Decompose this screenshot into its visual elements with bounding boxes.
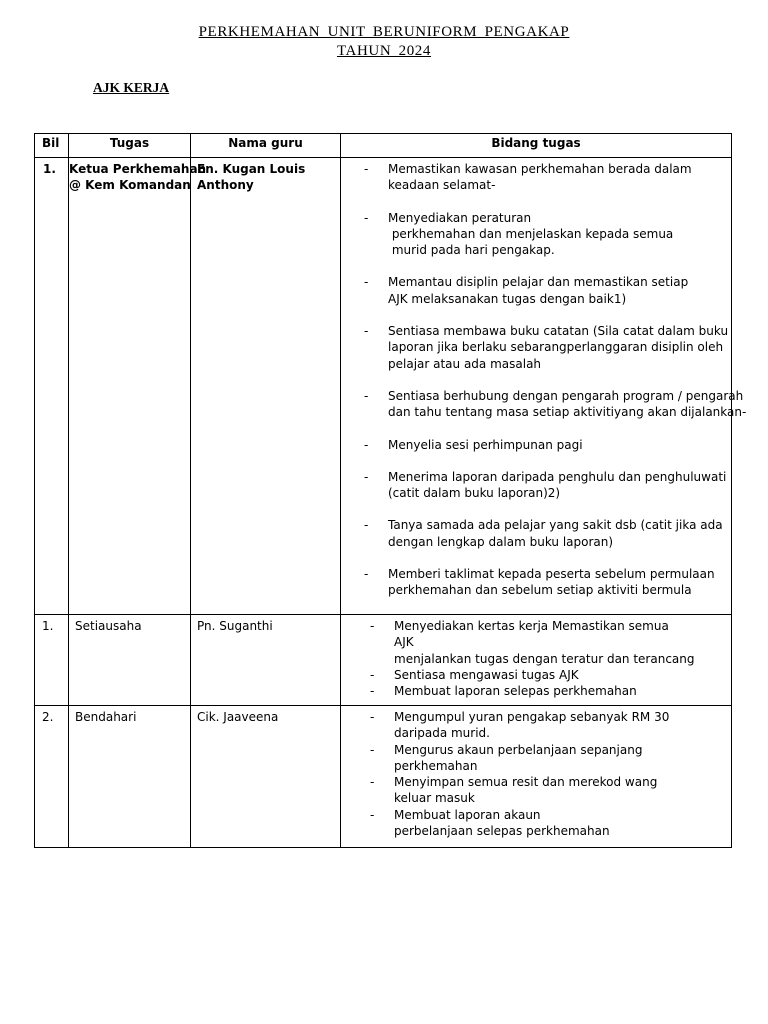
duty-text: Memberi taklimat kepada peserta sebelum permulaan (388, 567, 715, 582)
duty-text: Tanya samada ada pelajar yang sakit dsb (catit jika ada (388, 518, 723, 533)
bullet-dash: - (370, 684, 375, 699)
duty-text: Mengumpul yuran pengakap sebanyak RM 30 (394, 710, 670, 724)
duty-text: Menyediakan kertas kerja Memastikan semua (394, 619, 669, 633)
duty-text: Sentiasa berhubung dengan pengarah program / pengarah (388, 388, 744, 403)
role-line: @ Kem Komandan (69, 178, 191, 193)
duty-item (370, 667, 731, 683)
bullet-dash: - (370, 619, 375, 633)
duty-item (370, 742, 731, 775)
duty-item (364, 437, 731, 453)
bullet-dash: - (364, 518, 369, 533)
duty-text: menjalankan tugas dengan teratur dan terancang (394, 651, 695, 666)
duty-text: perkhemahan dan menjelaskan kepada semua (388, 226, 674, 241)
teacher-cell: Pn. Suganthi (191, 615, 341, 706)
duties-cell (341, 158, 747, 615)
duty-text: AJK melaksanakan tugas dengan baik1) (388, 291, 627, 306)
header-bil: Bil (35, 134, 69, 158)
duty-text: pelajar atau ada masalah (388, 356, 542, 371)
duty-text: AJK (394, 635, 414, 650)
duty-text: Memastikan kawasan perkhemahan berada dalam (388, 162, 692, 176)
duty-text: Membuat laporan selepas perkhemahan (394, 684, 637, 699)
duties-cell (341, 706, 732, 848)
bullet-dash: - (364, 210, 369, 225)
duty-text: laporan jika berlaku sebarangperlanggaran disiplin oleh (388, 340, 724, 355)
duty-text: Mengurus akaun perbelanjaan sepanjang (394, 742, 643, 757)
row-number: 1. (35, 158, 69, 615)
duty-text: murid pada hari pengakap. (388, 243, 555, 258)
duty-item (364, 323, 731, 372)
role-cell: Bendahari (69, 706, 191, 848)
duty-text: keadaan selamat- (388, 178, 496, 193)
duty-text: Memantau disiplin pelajar dan memastikan setiap (388, 275, 689, 290)
bullet-dash: - (370, 742, 375, 757)
duty-text: dengan lengkap dalam buku laporan) (388, 534, 614, 549)
duty-item (370, 618, 731, 667)
role-cell (69, 158, 207, 615)
header-tugas: Tugas (69, 134, 191, 158)
duty-item (364, 469, 731, 502)
duty-text: Sentiasa mengawasi tugas AJK (394, 667, 579, 682)
duty-text: (catit dalam buku laporan)2) (388, 486, 561, 501)
duty-list (341, 706, 731, 839)
teacher-line: Anthony (197, 178, 254, 193)
bullet-dash: - (370, 667, 375, 682)
duty-text: Sentiasa membawa buku catatan (Sila catat dalam buku (388, 324, 729, 339)
duty-text: dan tahu tentang masa setiap aktivitiyang akan dijalankan- (388, 405, 747, 420)
bullet-dash: - (364, 162, 369, 176)
bullet-dash: - (364, 324, 369, 339)
duty-list (341, 158, 747, 599)
bullet-dash: - (364, 469, 369, 484)
duty-item (364, 274, 731, 307)
duty-text: perkhemahan dan sebelum setiap aktiviti bermula (388, 583, 692, 598)
duty-text: Membuat laporan akaun (394, 807, 541, 822)
duty-item (364, 517, 731, 550)
duty-text: daripada murid. (394, 726, 490, 741)
document-year: TAHUN 2024 (336, 43, 432, 59)
duty-item (370, 774, 731, 807)
duty-item (370, 683, 731, 699)
table-header-row (35, 134, 732, 158)
header-bidang-tugas: Bidang tugas (341, 134, 732, 158)
duty-item (364, 161, 731, 194)
duty-item (370, 807, 731, 840)
bullet-dash: - (370, 775, 375, 790)
bullet-dash: - (364, 567, 369, 582)
duty-item (364, 210, 731, 259)
bullet-dash: - (370, 807, 375, 822)
duty-text: keluar masuk (394, 791, 475, 806)
committee-table (34, 133, 747, 848)
teacher-cell (191, 158, 341, 615)
duty-text: perkhemahan (394, 758, 478, 773)
bullet-dash: - (364, 275, 369, 290)
duty-list (341, 615, 731, 699)
duty-text: Menyimpan semua resit dan merekod wang (394, 775, 658, 790)
table-row (35, 615, 732, 706)
duty-item (370, 709, 731, 742)
table-row (35, 706, 732, 848)
duty-text: Menyelia sesi perhimpunan pagi (388, 437, 583, 452)
teacher-cell: Cik. Jaaveena (191, 706, 341, 848)
table-row (35, 158, 732, 615)
role-cell: Setiausaha (69, 615, 191, 706)
duty-text: Menerima laporan daripada penghulu dan penghuluwati (388, 469, 727, 484)
duty-text: Menyediakan peraturan (388, 210, 532, 225)
header-nama-guru: Nama guru (191, 134, 341, 158)
duty-item (364, 566, 731, 599)
bullet-dash: - (364, 437, 369, 452)
role-line: Ketua Perkhemahan (69, 162, 207, 176)
duty-item (364, 388, 747, 421)
row-number: 2. (35, 706, 69, 848)
bullet-dash: - (370, 710, 375, 724)
bullet-dash: - (364, 388, 369, 403)
duties-cell (341, 615, 732, 706)
duty-text: perbelanjaan selepas perkhemahan (394, 824, 610, 839)
section-heading: AJK KERJA (93, 80, 170, 95)
document-title: PERKHEMAHAN UNIT BERUNIFORM PENGAKAP (198, 24, 570, 40)
teacher-line: En. Kugan Louis (197, 162, 306, 176)
row-number: 1. (35, 615, 69, 706)
